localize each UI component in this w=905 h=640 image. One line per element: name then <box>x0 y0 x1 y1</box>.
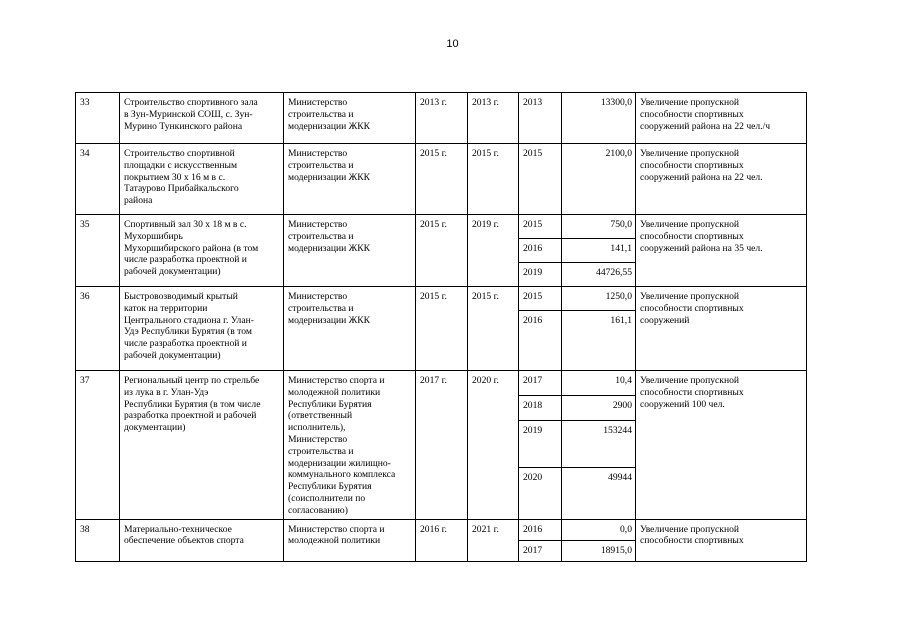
funding-amount-cell: 1250,0 <box>562 287 636 311</box>
funding-year-cell: 2015 <box>519 287 562 311</box>
table-row <box>76 519 807 540</box>
start-year-cell: 2015 г. <box>416 215 468 287</box>
table-body <box>76 93 807 562</box>
object-name-cell: Быстровозводимый крытый каток на территории Центрального стадиона г. Улан- Удэ Республики Бурятия (в том числе разработка проектной и рабочей документации) <box>120 287 284 371</box>
executor-cell: Министерство строительства и модернизации ЖКК <box>284 215 416 287</box>
object-name-cell: Спортивный зал 30 х 18 м в с. Мухоршибирь Мухоршибирского района (в том числе разработка проектной и рабочей документации) <box>120 215 284 287</box>
row-number-cell: 34 <box>76 144 120 215</box>
funding-amount-cell: 153244 <box>562 420 636 467</box>
expected-result-cell: Увеличение пропускной способности спортивных сооружений района на 35 чел. <box>636 215 807 287</box>
funding-year-cell: 2015 <box>519 144 562 215</box>
funding-year-cell: 2020 <box>519 467 562 519</box>
end-year-cell: 2013 г. <box>468 93 519 144</box>
start-year-cell: 2015 г. <box>416 144 468 215</box>
executor-cell: Министерство строительства и модернизации ЖКК <box>284 144 416 215</box>
object-name-cell: Строительство спортивной площадки с искусственным покрытием 30 х 16 м в с. Татаурово Прибайкальского района <box>120 144 284 215</box>
funding-year-cell: 2017 <box>519 371 562 396</box>
funding-amount-cell: 0,0 <box>562 519 636 540</box>
expected-result-cell: Увеличение пропускной способности спортивных сооружений 100 чел. <box>636 371 807 520</box>
funding-year-cell: 2015 <box>519 215 562 239</box>
end-year-cell: 2015 г. <box>468 287 519 371</box>
funding-amount-cell: 2100,0 <box>562 144 636 215</box>
funding-amount-cell: 2900 <box>562 395 636 420</box>
funding-amount-cell: 49944 <box>562 467 636 519</box>
start-year-cell: 2013 г. <box>416 93 468 144</box>
funding-year-cell: 2013 <box>519 93 562 144</box>
end-year-cell: 2020 г. <box>468 371 519 520</box>
executor-cell: Министерство спорта и молодежной политики <box>284 519 416 561</box>
start-year-cell: 2016 г. <box>416 519 468 561</box>
funding-amount-cell: 161,1 <box>562 311 636 371</box>
row-number-cell: 37 <box>76 371 120 520</box>
funding-year-cell: 2017 <box>519 540 562 561</box>
table-row <box>76 93 807 144</box>
row-number-cell: 38 <box>76 519 120 561</box>
end-year-cell: 2021 г. <box>468 519 519 561</box>
table-row <box>76 215 807 239</box>
funding-year-cell: 2019 <box>519 420 562 467</box>
executor-cell: Министерство спорта и молодежной политики Республики Бурятия (ответственный исполнитель), Министерство строительства и модернизации жилищно- коммунального комплекса Республики Бурятия (соисполнители по согласованию) <box>284 371 416 520</box>
funding-amount-cell: 44726,55 <box>562 263 636 287</box>
funding-year-cell: 2016 <box>519 311 562 371</box>
funding-amount-cell: 10,4 <box>562 371 636 396</box>
row-number-cell: 36 <box>76 287 120 371</box>
funding-year-cell: 2016 <box>519 519 562 540</box>
funding-amount-cell: 141,1 <box>562 239 636 263</box>
funding-year-cell: 2019 <box>519 263 562 287</box>
measures-table <box>75 92 807 562</box>
expected-result-cell: Увеличение пропускной способности спортивных сооружений <box>636 287 807 371</box>
executor-cell: Министерство строительства и модернизации ЖКК <box>284 93 416 144</box>
end-year-cell: 2019 г. <box>468 215 519 287</box>
page-number: 10 <box>446 38 459 50</box>
row-number-cell: 33 <box>76 93 120 144</box>
expected-result-cell: Увеличение пропускной способности спортивных сооружений района на 22 чел. <box>636 144 807 215</box>
funding-amount-cell: 13300,0 <box>562 93 636 144</box>
funding-amount-cell: 750,0 <box>562 215 636 239</box>
funding-year-cell: 2018 <box>519 395 562 420</box>
funding-year-cell: 2016 <box>519 239 562 263</box>
executor-cell: Министерство строительства и модернизации ЖКК <box>284 287 416 371</box>
table-row <box>76 371 807 396</box>
table-row <box>76 287 807 311</box>
start-year-cell: 2015 г. <box>416 287 468 371</box>
object-name-cell: Региональный центр по стрельбе из лука в г. Улан-Удэ Республики Бурятия (в том числе разработка проектной и рабочей документации) <box>120 371 284 520</box>
end-year-cell: 2015 г. <box>468 144 519 215</box>
start-year-cell: 2017 г. <box>416 371 468 520</box>
object-name-cell: Строительство спортивного зала в Зун-Муринской СОШ, с. Зун- Мурино Тункинского района <box>120 93 284 144</box>
expected-result-cell: Увеличение пропускной способности спортивных <box>636 519 807 561</box>
table-row <box>76 144 807 215</box>
row-number-cell: 35 <box>76 215 120 287</box>
object-name-cell: Материально-техническое обеспечение объектов спорта <box>120 519 284 561</box>
funding-amount-cell: 18915,0 <box>562 540 636 561</box>
expected-result-cell: Увеличение пропускной способности спортивных сооружений района на 22 чел./ч <box>636 93 807 144</box>
